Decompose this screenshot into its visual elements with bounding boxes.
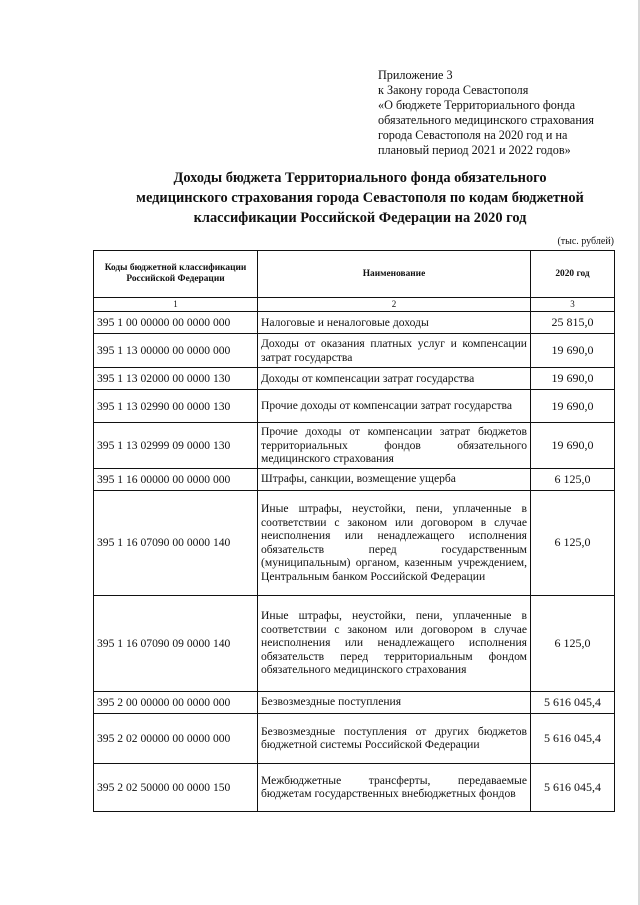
- header-year: 2020 год: [531, 251, 615, 298]
- row-amount: 5 616 045,4: [531, 763, 615, 811]
- appendix-line: плановый период 2021 и 2022 годов»: [378, 143, 571, 157]
- row-code: 395 2 02 50000 00 0000 150: [94, 763, 258, 811]
- appendix-line: обязательного медицинского страхования: [378, 113, 594, 127]
- column-number-row: [94, 298, 615, 312]
- row-name: Иные штрафы, неустойки, пени, уплаченные в соответствии с законом или договором в случае неисполнения или ненадлежащего исполнения обязательств перед государственным (муниципальным) органом, казенным учреждением, Центральным банком Российской Федерации: [258, 490, 531, 595]
- col-number: 3: [531, 298, 615, 312]
- title-line: классификации Российской Федерации на 2020 год: [193, 210, 527, 226]
- row-amount: 25 815,0: [531, 312, 615, 334]
- row-name: Прочие доходы от компенсации затрат государства: [258, 390, 531, 423]
- row-amount: 19 690,0: [531, 390, 615, 423]
- row-code: 395 1 13 02000 00 0000 130: [94, 368, 258, 390]
- table-row: [94, 334, 615, 368]
- row-code: 395 1 16 07090 09 0000 140: [94, 595, 258, 691]
- table-row: [94, 763, 615, 811]
- title-line: медицинского страхования города Севастополя по кодам бюджетной: [136, 190, 584, 206]
- row-name: Иные штрафы, неустойки, пени, уплаченные в соответствии с законом или договором в случае неисполнения или ненадлежащего исполнения обязательств перед территориальным фондом обязательного медицинского страхования: [258, 595, 531, 691]
- row-amount: 19 690,0: [531, 334, 615, 368]
- table-row: [94, 312, 615, 334]
- table-row: [94, 368, 615, 390]
- row-amount: 6 125,0: [531, 468, 615, 490]
- row-code: 395 1 13 02990 00 0000 130: [94, 390, 258, 423]
- row-amount: 5 616 045,4: [531, 691, 615, 713]
- document-title: [100, 168, 620, 228]
- row-name: Штрафы, санкции, возмещение ущерба: [258, 468, 531, 490]
- row-name: Доходы от компенсации затрат государства: [258, 368, 531, 390]
- row-name: Доходы от оказания платных услуг и компенсации затрат государства: [258, 334, 531, 368]
- row-amount: 6 125,0: [531, 490, 615, 595]
- row-name: Безвозмездные поступления: [258, 691, 531, 713]
- col-number: 1: [94, 298, 258, 312]
- row-amount: 19 690,0: [531, 368, 615, 390]
- header-name: Наименование: [258, 251, 531, 298]
- appendix-line: к Закону города Севастополя: [378, 83, 529, 97]
- table-row: [94, 390, 615, 423]
- row-amount: 19 690,0: [531, 423, 615, 469]
- table-header-row: [94, 251, 615, 298]
- row-name: Межбюджетные трансферты, передаваемые бюджетам государственных внебюджетных фондов: [258, 763, 531, 811]
- revenue-table: [93, 250, 615, 812]
- table-row: [94, 468, 615, 490]
- units-label: (тыс. рублей): [557, 236, 614, 247]
- table-row: [94, 713, 615, 763]
- table-row: [94, 423, 615, 469]
- row-name: Безвозмездные поступления от других бюджетов бюджетной системы Российской Федерации: [258, 713, 531, 763]
- row-amount: 6 125,0: [531, 595, 615, 691]
- table-row: [94, 595, 615, 691]
- header-codes: Коды бюджетной классификации Российской Федерации: [94, 251, 258, 298]
- row-amount: 5 616 045,4: [531, 713, 615, 763]
- row-name: Налоговые и неналоговые доходы: [258, 312, 531, 334]
- appendix-line: Приложение 3: [378, 68, 453, 82]
- table-row: [94, 691, 615, 713]
- row-code: 395 1 13 02999 09 0000 130: [94, 423, 258, 469]
- appendix-line: «О бюджете Территориального фонда: [378, 98, 575, 112]
- row-name: Прочие доходы от компенсации затрат бюджетов территориальных фондов обязательного медицинского страхования: [258, 423, 531, 469]
- appendix-line: города Севастополя на 2020 год и на: [378, 128, 568, 142]
- col-number: 2: [258, 298, 531, 312]
- row-code: 395 1 16 07090 00 0000 140: [94, 490, 258, 595]
- title-line: Доходы бюджета Территориального фонда обязательного: [173, 170, 547, 186]
- row-code: 395 2 02 00000 00 0000 000: [94, 713, 258, 763]
- row-code: 395 1 00 00000 00 0000 000: [94, 312, 258, 334]
- row-code: 395 1 13 00000 00 0000 000: [94, 334, 258, 368]
- row-code: 395 1 16 00000 00 0000 000: [94, 468, 258, 490]
- appendix-header: [378, 68, 618, 158]
- row-code: 395 2 00 00000 00 0000 000: [94, 691, 258, 713]
- table-row: [94, 490, 615, 595]
